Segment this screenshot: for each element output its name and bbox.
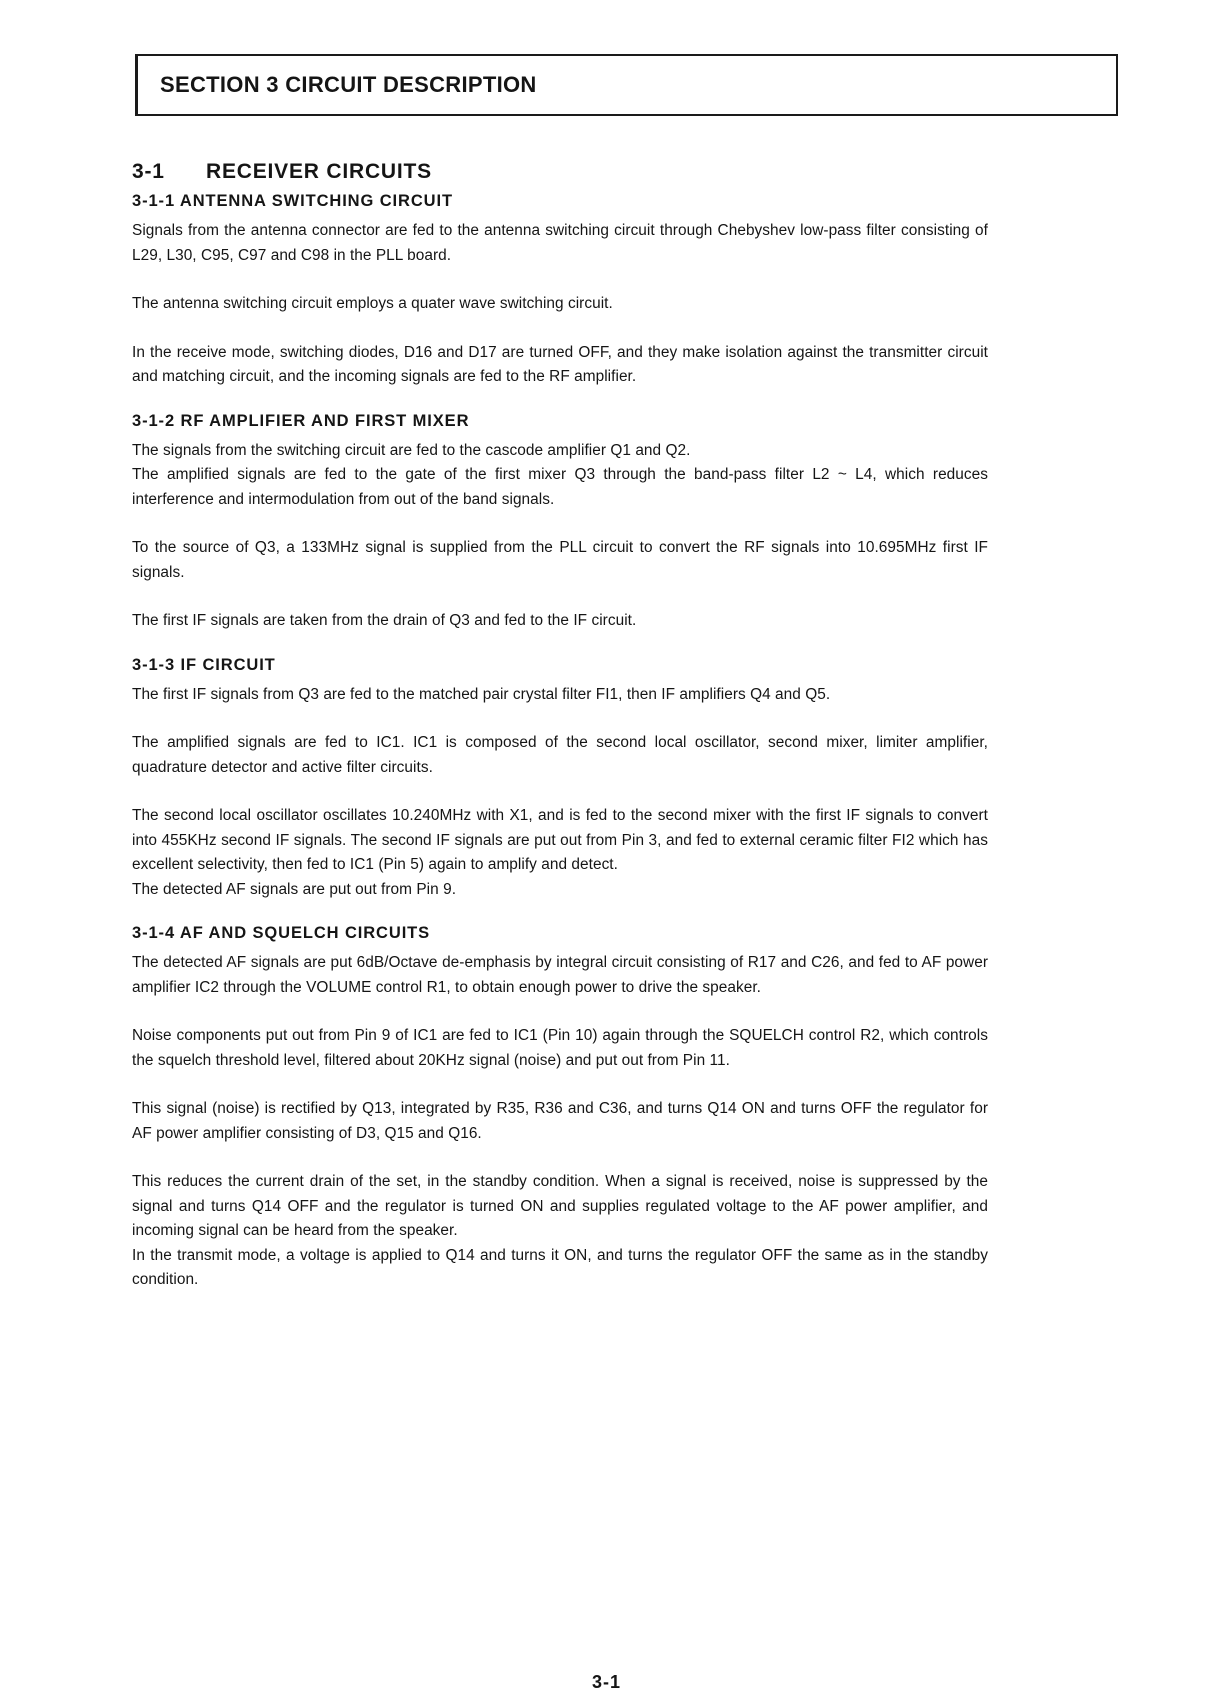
af-paragraph-1: The detected AF signals are put 6dB/Octave de-emphasis by integral circuit consisting of R17 and C26, and fed to AF power amplifier IC2 through the VOLUME control R1, to obtain enough power to drive the speaker. xyxy=(132,954,988,996)
page-number: 3-1 xyxy=(591,1672,621,1692)
antenna-heading: 3-1-1 ANTENNA SWITCHING CIRCUIT xyxy=(132,192,453,210)
antenna-paragraph-1: Signals from the antenna connector are fed to the antenna switching circuit through Chebyshev low-pass filter consisting of L29, L30, C95, C97 and C98 in the PLL board. xyxy=(132,222,988,264)
rf-paragraph-3: The first IF signals are taken from the drain of Q3 and fed to the IF circuit. xyxy=(132,612,637,629)
rf-paragraph-1a: The signals from the switching circuit are fed to the cascode amplifier Q1 and Q2. xyxy=(132,441,691,459)
rf-paragraph-1b: The amplified signals are fed to the gate of the first mixer Q3 through the band-pass filter L2 ~ L4, which reduces interference and intermodulation from out of the band signals. xyxy=(132,466,988,508)
af-paragraph-3: This signal (noise) is rectified by Q13, integrated by R35, R36 and C36, and turns Q14 ON and turns OFF the regulator for AF power amplifier consisting of D3, Q15 and Q16. xyxy=(132,1100,988,1142)
rf-paragraph-2: To the source of Q3, a 133MHz signal is supplied from the PLL circuit to convert the RF signals into 10.695MHz first IF signals. xyxy=(132,539,988,581)
section-header-box xyxy=(135,54,1118,116)
if-paragraph-1: The first IF signals from Q3 are fed to the matched pair crystal filter FI1, then IF amplifiers Q4 and Q5. xyxy=(132,685,831,703)
section-title: SECTION 3 CIRCUIT DESCRIPTION xyxy=(160,72,537,97)
rf-heading: 3-1-2 RF AMPLIFIER AND FIRST MIXER xyxy=(132,411,470,430)
document-body xyxy=(132,160,988,1293)
if-heading: 3-1-3 IF CIRCUIT xyxy=(132,655,276,674)
antenna-paragraph-2: The antenna switching circuit employs a quater wave switching circuit. xyxy=(132,295,613,312)
if-paragraph-3b: The detected AF signals are put out from Pin 9. xyxy=(132,880,457,898)
antenna-paragraph-3: In the receive mode, switching diodes, D16 and D17 are turned OFF, and they make isolation against the transmitter circuit and matching circuit, and the incoming signals are fed to the RF amplifier. xyxy=(132,343,988,385)
receiver-heading xyxy=(132,160,988,184)
receiver-number: 3-1 xyxy=(132,160,165,183)
receiver-title: RECEIVER CIRCUITS xyxy=(206,160,432,183)
af-heading: 3-1-4 AF AND SQUELCH CIRCUITS xyxy=(132,924,431,942)
af-paragraph-4a: This reduces the current drain of the set, in the standby condition. When a signal is received, noise is suppressed by the signal and turns Q14 OFF and the regulator is turned ON and supplies regulated voltage to the AF power amplifier, and incoming signal can be heard from the speaker. xyxy=(132,1173,988,1239)
af-paragraph-4b: In the transmit mode, a voltage is applied to Q14 and turns it ON, and turns the regulator OFF the same as in the standby condition. xyxy=(132,1246,988,1288)
if-paragraph-2: The amplified signals are fed to IC1. IC1 is composed of the second local oscillator, second mixer, limiter amplifier, quadrature detector and active filter circuits. xyxy=(132,734,988,776)
af-paragraph-2: Noise components put out from Pin 9 of IC1 are fed to IC1 (Pin 10) again through the SQUELCH control R2, which controls the squelch threshold level, filtered about 20KHz signal (noise) and put out from Pin 11. xyxy=(132,1027,988,1069)
if-paragraph-3a: The second local oscillator oscillates 10.240MHz with X1, and is fed to the second mixer with the first IF signals to convert into 455KHz second IF signals. The second IF signals are put out from Pin 3, and fed to external ceramic filter FI2 which has excellent selectivity, then fed to IC1 (Pin 5) again to amplify and detect. xyxy=(132,807,988,873)
